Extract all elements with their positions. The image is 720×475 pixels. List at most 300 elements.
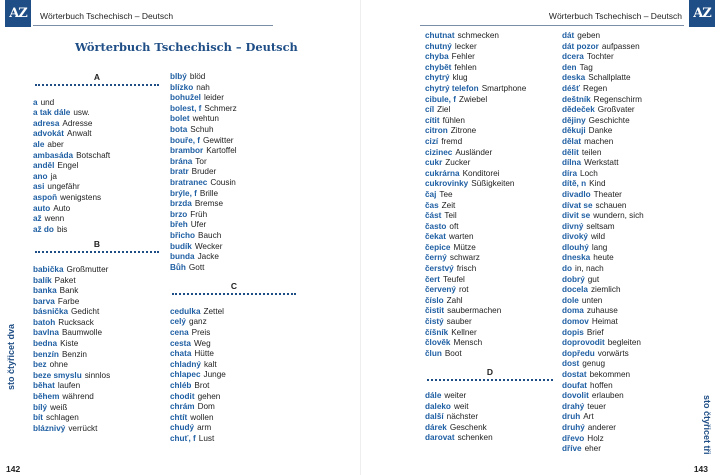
german-translation: schenken	[457, 433, 493, 443]
dictionary-entry	[170, 317, 298, 328]
czech-headword: cíl	[425, 105, 435, 115]
dictionary-entry	[170, 328, 298, 339]
dictionary-entry	[170, 252, 298, 263]
dictionary-entry	[562, 296, 687, 307]
german-translation: machen	[584, 136, 614, 146]
german-translation: Botschaft	[76, 150, 111, 160]
german-translation: Kiste	[60, 339, 79, 349]
czech-headword: cena	[170, 328, 189, 338]
german-translation: vorwärts	[597, 348, 629, 358]
czech-headword: citron	[425, 126, 448, 136]
az-logo-icon: AZ	[689, 0, 715, 27]
czech-headword: deska	[562, 73, 586, 83]
dictionary-entry	[170, 104, 298, 115]
czech-headword: ano	[33, 171, 48, 181]
german-translation: Mütze	[453, 242, 476, 252]
czech-headword: a tak dále	[33, 108, 71, 118]
dictionary-entry	[425, 423, 555, 434]
czech-headword: cedulka	[170, 306, 201, 316]
left-page-number-words: sto čtyřicet dva	[6, 323, 16, 390]
czech-headword: druhý	[562, 422, 585, 432]
german-translation: Schmerz	[204, 103, 237, 113]
dictionary-entry	[562, 148, 687, 159]
dictionary-entry	[562, 434, 687, 445]
dictionary-entry	[425, 116, 555, 127]
czech-headword: babička	[33, 264, 64, 274]
czech-headword: dát pozor	[562, 41, 599, 51]
german-translation: Benzin	[61, 349, 87, 359]
german-translation: in, nach	[575, 264, 604, 274]
german-translation: Heimat	[591, 317, 618, 327]
czech-headword: adresa	[33, 118, 60, 128]
dictionary-entry	[170, 72, 298, 83]
dictionary-entry	[562, 423, 687, 434]
german-translation: Lust	[198, 434, 215, 443]
dictionary-entry	[562, 275, 687, 286]
czech-headword: chyba	[425, 52, 449, 62]
czech-headword: balík	[33, 275, 52, 285]
czech-headword: bolet	[170, 114, 190, 124]
czech-headword: doufat	[562, 380, 588, 390]
czech-headword: dívat se	[562, 200, 593, 210]
dictionary-entry	[170, 381, 298, 392]
dictionary-entry	[425, 126, 555, 137]
dictionary-entry	[170, 136, 298, 147]
czech-headword: divný	[562, 221, 584, 231]
german-translation: schmecken	[457, 31, 499, 40]
czech-headword: černý	[425, 253, 447, 263]
dictionary-entry	[562, 391, 687, 402]
german-translation: nächster	[446, 412, 479, 422]
czech-headword: bílý	[33, 402, 48, 412]
german-translation: Wecker	[194, 241, 223, 251]
czech-headword: den	[562, 62, 577, 72]
dictionary-entry	[33, 225, 161, 236]
german-translation: aufpassen	[601, 41, 640, 51]
german-translation: teilen	[581, 147, 602, 157]
czech-headword: a	[33, 97, 38, 107]
right-page-number-words: sto čtyřicet tři	[702, 395, 712, 455]
german-translation: Kind	[589, 179, 606, 189]
czech-headword: deštník	[562, 94, 591, 104]
dictionary-entry	[33, 403, 161, 414]
dictionary-entry	[33, 328, 161, 339]
dictionary-entry	[425, 211, 555, 222]
german-translation: wehtun	[192, 114, 219, 124]
dictionary-entry	[562, 444, 687, 455]
dictionary-entry	[33, 140, 161, 151]
dictionary-entry	[562, 52, 687, 63]
dictionary-entry	[425, 148, 555, 159]
german-translation: gut	[587, 274, 600, 284]
dictionary-entry	[425, 190, 555, 201]
dictionary-entry	[425, 402, 555, 413]
dictionary-entry	[170, 242, 298, 253]
dictionary-entry	[425, 158, 555, 169]
book-spine	[360, 0, 361, 475]
german-translation: frisch	[456, 264, 477, 274]
czech-headword: během	[33, 392, 60, 402]
german-translation: Adresse	[62, 118, 93, 128]
czech-headword: dítě, n	[562, 179, 587, 189]
german-translation: lang	[591, 242, 608, 252]
czech-headword: číslo	[425, 295, 444, 305]
czech-headword: chutný	[425, 41, 452, 51]
german-translation: Süßigkeiten	[471, 179, 515, 189]
czech-headword: batoh	[33, 317, 56, 327]
german-translation: Ufer	[190, 220, 207, 230]
german-translation: Fehler	[451, 52, 475, 62]
dictionary-entry	[425, 63, 555, 74]
dictionary-entry	[562, 285, 687, 296]
german-translation: Früh	[190, 209, 208, 219]
czech-headword: čepice	[425, 242, 451, 252]
dictionary-entry	[170, 189, 298, 200]
german-translation: Kellner	[451, 327, 477, 337]
czech-headword: básnička	[33, 307, 69, 317]
czech-headword: bunda	[170, 252, 195, 262]
czech-headword: čekat	[425, 232, 446, 242]
czech-headword: brzo	[170, 209, 188, 219]
german-translation: Theater	[593, 189, 622, 199]
german-translation: Mensch	[453, 338, 483, 348]
czech-headword: břicho	[170, 230, 196, 240]
czech-headword: díra	[562, 168, 578, 178]
german-translation: Auto	[53, 203, 71, 213]
dictionary-entry	[170, 125, 298, 136]
dictionary-entry	[562, 201, 687, 212]
dictionary-entry	[562, 84, 687, 95]
page-title: Wörterbuch Tschechisch – Deutsch	[75, 40, 298, 54]
dictionary-entry	[33, 276, 161, 287]
dictionary-entry	[33, 392, 161, 403]
german-translation: Engel	[57, 161, 79, 171]
dictionary-entry	[562, 349, 687, 360]
dictionary-entry	[170, 231, 298, 242]
german-translation: Anwalt	[66, 129, 92, 139]
dictionary-entry	[425, 243, 555, 254]
czech-headword: divoký	[562, 232, 588, 242]
german-translation: Zeit	[441, 200, 456, 210]
dictionary-entry	[170, 360, 298, 371]
german-translation: usw.	[73, 108, 90, 118]
czech-headword: dovolit	[562, 391, 589, 401]
section-letter-c: C	[230, 281, 238, 292]
czech-headword: asi	[33, 182, 45, 192]
dictionary-entry	[33, 161, 161, 172]
dictionary-entry	[33, 193, 161, 204]
czech-headword: člověk	[425, 338, 451, 348]
dictionary-entry	[33, 424, 161, 435]
dictionary-entry	[425, 52, 555, 63]
dictionary-entry	[170, 83, 298, 94]
dictionary-entry	[425, 31, 555, 42]
german-translation: unten	[581, 295, 603, 305]
dictionary-entry	[425, 264, 555, 275]
czech-headword: divit se	[562, 211, 591, 221]
dictionary-entry	[425, 275, 555, 286]
dictionary-entry	[425, 179, 555, 190]
czech-headword: bouře, f	[170, 135, 201, 145]
dictionary-entry	[33, 204, 161, 215]
entry-list	[425, 31, 555, 359]
dictionary-entry	[425, 201, 555, 212]
section-letter-a: A	[93, 72, 101, 82]
czech-headword: cizinec	[425, 147, 453, 157]
dictionary-entry	[170, 434, 298, 445]
czech-headword: brambor	[170, 146, 204, 156]
czech-headword: chladný	[170, 359, 201, 369]
german-translation: Konditorei	[462, 168, 500, 178]
german-translation: Bremse	[194, 199, 224, 209]
german-translation: fühlen	[442, 115, 465, 125]
czech-headword: celý	[170, 317, 186, 327]
german-translation: aber	[47, 139, 64, 149]
czech-headword: chytrý	[425, 73, 450, 83]
czech-headword: chrám	[170, 402, 195, 412]
german-translation: Bauch	[198, 230, 222, 240]
german-translation: heute	[593, 253, 614, 263]
dictionary-entry	[562, 402, 687, 413]
dictionary-entry	[33, 318, 161, 329]
czech-headword: cukr	[425, 158, 443, 168]
czech-headword: cibule, f	[425, 94, 456, 104]
german-translation: Großvater	[597, 105, 635, 115]
czech-headword: dárek	[425, 422, 447, 432]
czech-headword: čaj	[425, 189, 437, 199]
german-translation: Dom	[197, 402, 215, 412]
german-translation: Bank	[59, 286, 79, 296]
czech-headword: dole	[562, 295, 579, 305]
czech-headword: dostat	[562, 370, 587, 379]
german-translation: blöd	[189, 72, 206, 81]
german-translation: weiter	[444, 391, 467, 400]
dictionary-entry	[33, 119, 161, 130]
czech-headword: dcera	[562, 52, 584, 62]
czech-headword: advokát	[33, 129, 64, 139]
dictionary-entry	[33, 307, 161, 318]
german-translation: bekommen	[589, 370, 631, 379]
czech-headword: auto	[33, 203, 51, 213]
dictionary-entry	[170, 220, 298, 231]
czech-headword: blízko	[170, 82, 194, 92]
dictionary-entry	[562, 370, 687, 381]
dictionary-entry	[562, 222, 687, 233]
dictionary-entry	[562, 264, 687, 275]
german-translation: leider	[203, 93, 224, 103]
german-translation: Zwiebel	[458, 94, 488, 104]
german-translation: ziemlich	[590, 285, 621, 295]
german-translation: Loch	[580, 168, 598, 178]
german-translation: laufen	[57, 381, 81, 391]
czech-headword: červený	[425, 285, 456, 295]
german-translation: Zucker	[445, 158, 471, 168]
czech-headword: čistý	[425, 317, 444, 327]
az-logo-icon: AZ	[5, 0, 31, 27]
czech-headword: ambasáda	[33, 150, 74, 160]
dictionary-entry	[562, 31, 687, 42]
dictionary-entry	[170, 402, 298, 413]
german-translation: fehlen	[454, 62, 477, 72]
czech-headword: bratr	[170, 167, 189, 177]
german-translation: anderer	[587, 422, 616, 432]
german-translation: klug	[452, 73, 468, 83]
dictionary-entry	[33, 108, 161, 119]
czech-headword: budík	[170, 241, 192, 251]
german-translation: Großmutter	[66, 264, 109, 274]
czech-headword: člun	[425, 348, 442, 358]
entry-list	[562, 31, 687, 455]
german-translation: ganz	[188, 317, 207, 327]
german-translation: wenn	[44, 214, 65, 224]
dictionary-entry	[425, 391, 555, 402]
dictionary-entry	[33, 265, 161, 276]
dictionary-entry	[562, 179, 687, 190]
dictionary-entry	[562, 95, 687, 106]
czech-headword: brána	[170, 156, 193, 166]
dictionary-entry	[170, 349, 298, 360]
german-translation: ohne	[49, 360, 68, 370]
german-translation: genug	[582, 359, 606, 369]
entry-list	[33, 98, 161, 236]
czech-headword: aspoň	[33, 192, 58, 202]
german-translation: ja	[50, 171, 57, 181]
german-translation: ungefähr	[47, 182, 80, 192]
german-translation: Zitrone	[450, 126, 477, 136]
german-translation: fremd	[441, 136, 463, 146]
czech-headword: dneska	[562, 253, 591, 263]
column-2	[170, 72, 298, 445]
czech-headword: chata	[170, 349, 192, 359]
dictionary-entry	[562, 243, 687, 254]
right-page-number: 143	[693, 464, 708, 474]
dictionary-entry	[425, 285, 555, 296]
dictionary-entry	[33, 214, 161, 225]
czech-headword: dále	[425, 391, 442, 400]
german-translation: Regen	[583, 83, 608, 93]
dictionary-entry	[562, 412, 687, 423]
dictionary-entry	[562, 253, 687, 264]
german-translation: Schuh	[190, 124, 214, 134]
czech-headword: cítit	[425, 115, 440, 125]
german-translation: nah	[196, 82, 210, 92]
dictionary-entry	[33, 339, 161, 350]
czech-headword: brýle, f	[170, 188, 197, 198]
german-translation: Tee	[439, 189, 453, 199]
section-letter-d: D	[486, 367, 494, 378]
dictionary-entry	[562, 63, 687, 74]
german-translation: schlagen	[46, 413, 79, 423]
dictionary-entry	[425, 412, 555, 423]
czech-headword: část	[425, 211, 442, 221]
german-translation: Gedicht	[71, 307, 100, 317]
german-translation: weiß	[50, 402, 68, 412]
german-translation: wild	[590, 232, 606, 242]
czech-headword: dříve	[562, 444, 582, 454]
german-translation: kalt	[203, 359, 217, 369]
dictionary-entry	[425, 222, 555, 233]
dictionary-entry	[33, 182, 161, 193]
czech-headword: číšník	[425, 327, 449, 337]
german-translation: Werkstatt	[584, 158, 619, 168]
dictionary-entry	[33, 371, 161, 382]
czech-headword: banka	[33, 286, 57, 296]
dictionary-entry	[170, 157, 298, 168]
dictionary-entry	[425, 73, 555, 84]
czech-headword: chuť, f	[170, 434, 196, 443]
dictionary-entry	[562, 190, 687, 201]
german-translation: Cousin	[210, 177, 236, 187]
czech-headword: cukrovinky	[425, 179, 469, 189]
czech-headword: břeh	[170, 220, 188, 230]
german-translation: Holz	[587, 433, 604, 443]
dictionary-entry	[170, 263, 298, 274]
german-translation: hoffen	[590, 380, 613, 390]
german-translation: wenigstens	[60, 192, 102, 202]
czech-headword: bít	[33, 413, 44, 423]
czech-headword: bohužel	[170, 93, 201, 103]
german-translation: teuer	[587, 401, 606, 411]
czech-headword: bláznivý	[33, 423, 66, 433]
dictionary-entry	[562, 42, 687, 53]
german-translation: weit	[453, 401, 469, 411]
czech-headword: bez	[33, 360, 47, 370]
czech-headword: chytrý telefon	[425, 83, 479, 93]
dictionary-entry	[425, 328, 555, 339]
czech-headword: beze smyslu	[33, 370, 82, 380]
czech-headword: chudý	[170, 423, 195, 433]
german-translation: Tochter	[586, 52, 614, 62]
german-translation: Tag	[579, 62, 593, 72]
dictionary-entry	[562, 105, 687, 116]
german-translation: Regenschirm	[593, 94, 642, 104]
dictionary-entry	[425, 137, 555, 148]
german-translation: und	[40, 97, 55, 107]
czech-headword: dědeček	[562, 105, 595, 115]
czech-headword: běhat	[33, 381, 55, 391]
czech-headword: blbý	[170, 72, 187, 81]
dictionary-entry	[33, 360, 161, 371]
czech-headword: dlouhý	[562, 242, 589, 252]
german-translation: Teil	[444, 211, 457, 221]
czech-headword: chléb	[170, 381, 192, 391]
german-translation: Kartoffel	[206, 146, 237, 156]
dictionary-entry	[425, 349, 555, 360]
column-3	[425, 31, 555, 444]
czech-headword: chlapec	[170, 370, 201, 380]
czech-headword: dějiny	[562, 115, 586, 125]
dictionary-entry	[170, 93, 298, 104]
german-translation: Teufel	[443, 274, 465, 284]
right-header-rule	[420, 25, 684, 26]
czech-headword: chodit	[170, 391, 195, 401]
dictionary-entry	[33, 413, 161, 424]
german-translation: Gott	[188, 262, 205, 272]
czech-headword: chybět	[425, 62, 452, 72]
german-translation: Geschichte	[588, 115, 630, 125]
dictionary-entry	[170, 199, 298, 210]
german-translation: Zettel	[203, 306, 224, 316]
german-translation: Brief	[586, 327, 604, 337]
czech-headword: další	[425, 412, 444, 422]
column-4	[562, 31, 687, 455]
czech-headword: doprovodit	[562, 338, 605, 348]
german-translation: Boot	[444, 348, 462, 358]
entry-list	[33, 265, 161, 435]
german-translation: wollen	[190, 412, 214, 422]
czech-headword: děkuji	[562, 126, 586, 136]
czech-headword: dělit	[562, 147, 579, 157]
